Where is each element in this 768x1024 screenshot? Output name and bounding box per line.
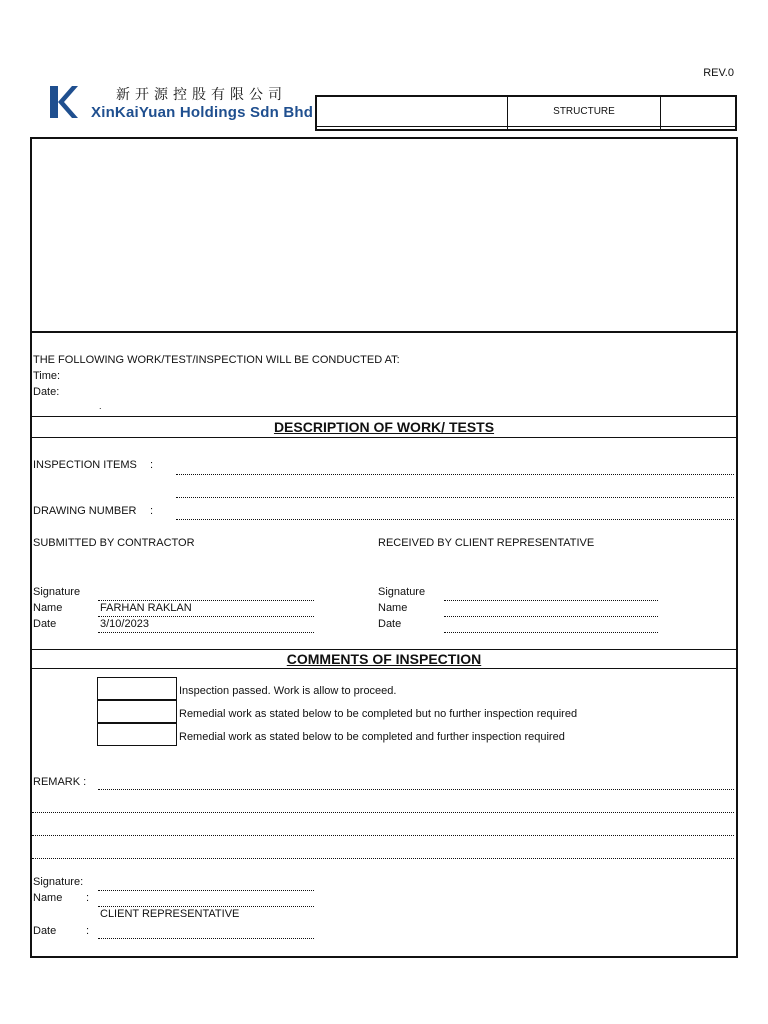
footer-signature-field[interactable] (98, 890, 314, 891)
option-checkbox-passed[interactable] (97, 677, 177, 700)
footer-name-field[interactable] (98, 906, 314, 907)
contractor-name-label: Name (33, 602, 63, 614)
contractor-date-value: 3/10/2023 (100, 618, 149, 630)
client-date-field[interactable] (444, 632, 658, 633)
comments-title: COMMENTS OF INSPECTION (286, 651, 482, 667)
option-checkbox-remedial-no-inspection[interactable] (97, 700, 177, 723)
header-info-table (315, 95, 737, 131)
contractor-signature-field[interactable] (98, 600, 314, 601)
contractor-signature-label: Signature (33, 586, 81, 598)
contractor-heading: SUBMITTED BY CONTRACTOR (33, 537, 195, 549)
date-label: Date: (33, 386, 60, 398)
header-cell (661, 126, 737, 130)
remark-field-2[interactable] (32, 812, 734, 813)
section-divider (30, 416, 738, 417)
colon: : (86, 925, 90, 937)
client-name-field[interactable] (444, 616, 658, 617)
company-name-english: XinKaiYuan Holdings Sdn Bhd (91, 104, 314, 121)
remark-field-3[interactable] (32, 835, 734, 836)
remark-field-4[interactable] (32, 858, 734, 859)
section-divider (30, 649, 738, 650)
colon: : (86, 892, 90, 904)
contractor-name-field[interactable] (98, 616, 314, 617)
remark-field[interactable] (98, 789, 734, 790)
time-label: Time: (33, 370, 61, 382)
section-divider (30, 437, 738, 438)
contractor-name-value: FARHAN RAKLAN (100, 602, 192, 614)
colon: : (150, 459, 154, 471)
footer-name-label: Name (33, 892, 63, 904)
schedule-intro: THE FOLLOWING WORK/TEST/INSPECTION WILL BE CONDUCTED AT: (33, 354, 400, 366)
header-cell (316, 96, 508, 126)
drawing-number-label: DRAWING NUMBER (33, 505, 137, 517)
client-date-label: Date (378, 618, 402, 630)
remark-label: REMARK : (33, 776, 87, 788)
client-name-label: Name (378, 602, 408, 614)
dot-mark: . (99, 401, 102, 411)
footer-signature-label: Signature: (33, 876, 84, 888)
client-signature-field[interactable] (444, 600, 658, 601)
section-divider (30, 331, 738, 333)
company-name-chinese: 新开源控股有限公司 (116, 87, 287, 103)
inspection-items-field[interactable] (176, 474, 734, 475)
contractor-date-label: Date (33, 618, 57, 630)
inspection-items-label: INSPECTION ITEMS (33, 459, 137, 471)
client-heading: RECEIVED BY CLIENT REPRESENTATIVE (378, 537, 595, 549)
company-logo-icon (48, 84, 78, 120)
contractor-date-field[interactable] (98, 632, 314, 633)
inspection-items-field-2[interactable] (176, 497, 734, 498)
header-cell (316, 126, 508, 130)
option-label-remedial-further-inspection: Remedial work as stated below to be completed and further inspection required (179, 731, 565, 743)
colon: : (150, 505, 154, 517)
client-signature-label: Signature (378, 586, 426, 598)
option-label-remedial-no-inspection: Remedial work as stated below to be completed but no further inspection required (179, 708, 578, 720)
option-checkbox-remedial-further-inspection[interactable] (97, 723, 177, 746)
option-label-passed: Inspection passed. Work is allow to proceed. (179, 685, 397, 697)
header-cell (508, 126, 661, 130)
header-cell (661, 96, 737, 126)
footer-date-field[interactable] (98, 938, 314, 939)
footer-date-label: Date (33, 925, 57, 937)
structure-label: STRUCTURE (508, 96, 661, 126)
revision-label: REV.0 (703, 67, 734, 79)
description-title: DESCRIPTION OF WORK/ TESTS (273, 419, 495, 435)
footer-client-rep: CLIENT REPRESENTATIVE (100, 908, 240, 920)
section-divider (30, 668, 738, 669)
drawing-number-field[interactable] (176, 519, 734, 520)
